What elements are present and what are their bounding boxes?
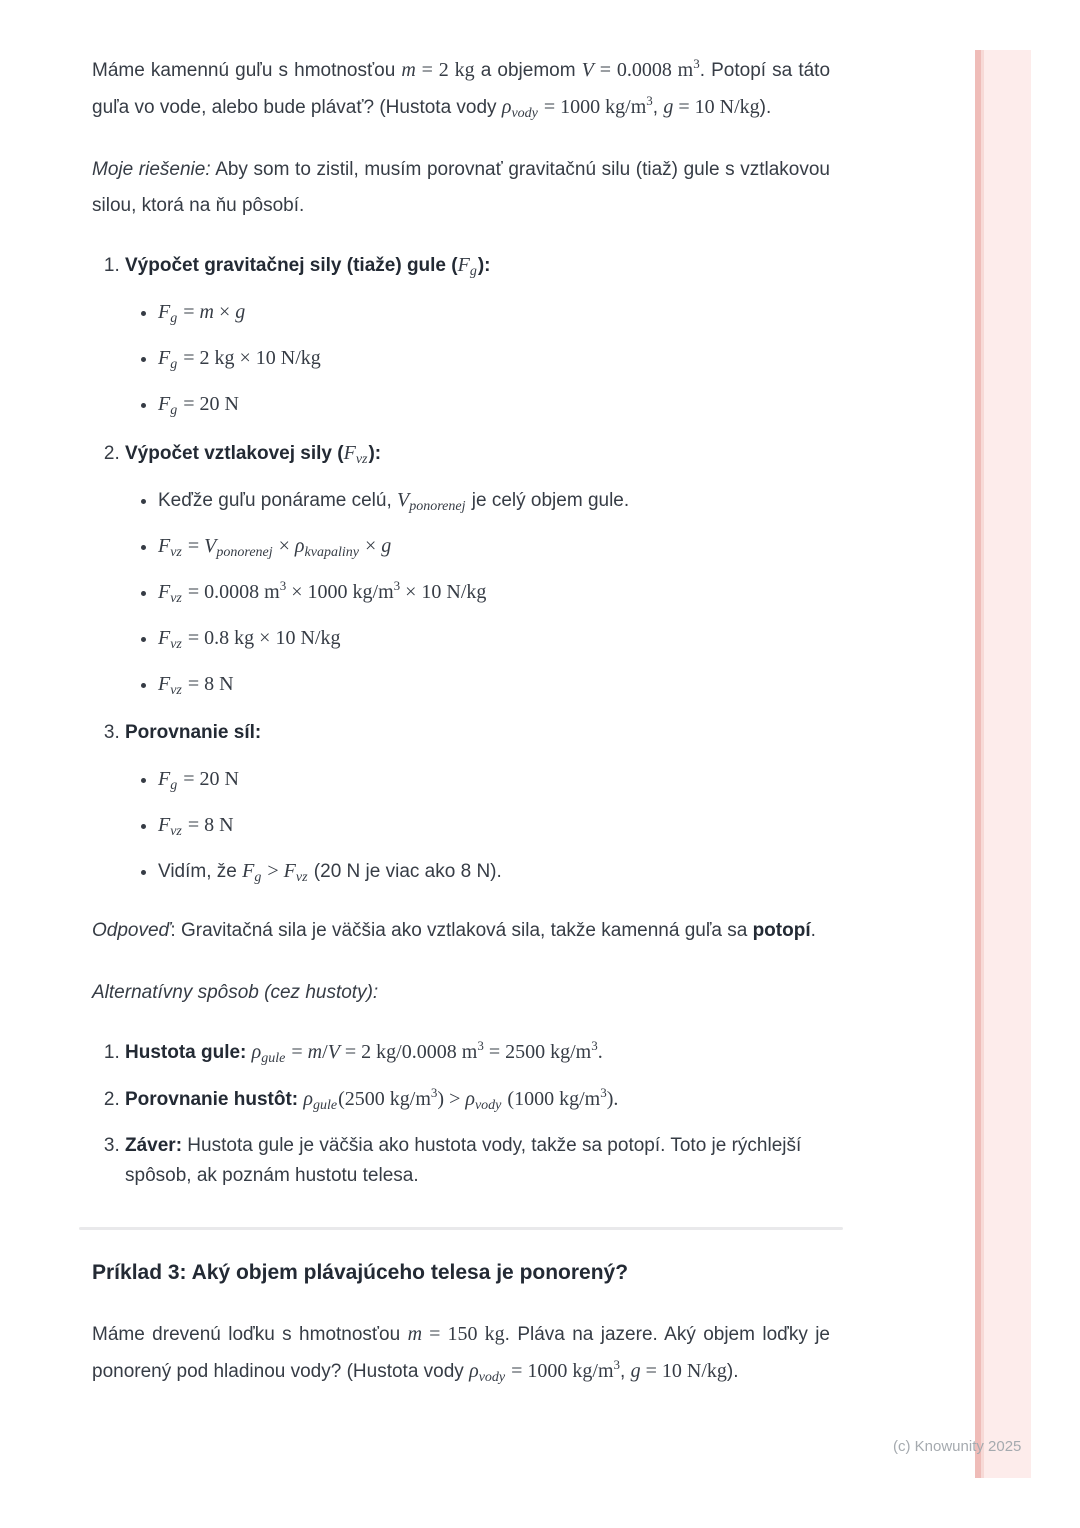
formula-line: • $F_{vz} = V_{ponorenej} \times \rho_{kvapaliny} \times g$ xyxy=(158,531,830,562)
answer-paragraph: Odpoveď: Gravitačná sila je väčšia ako vztlaková sila, takže kamenná guľa sa potopí. xyxy=(92,920,816,941)
step-force-comparison xyxy=(125,718,830,887)
formula-line: • $F_g = m \times g$ xyxy=(158,297,830,328)
pink-accent-bar xyxy=(975,50,1031,1478)
example3-heading: Príklad 3: Aký objem plávajúceho telesa je ponorený? xyxy=(92,1261,629,1284)
formula-line: • $F_g = 2$ kg × 10 N/kg xyxy=(158,343,830,374)
step-title: 1. Výpočet gravitačnej sily (tiaže) gule $(F_g)$: xyxy=(125,254,491,279)
step-bullets xyxy=(125,764,830,887)
my-solution-paragraph: Moje riešenie: Aby som to zistil, musím porovnať gravitačnú silu (tiaž) gule s vztlakovou silou, ktorá na ňu pôsobí. xyxy=(92,159,831,216)
formula-line: • $F_{vz} = 0.0008$ $m^3 \times 1000$ $kg/m^3 \times 10$ N/kg xyxy=(158,577,830,608)
alt-step-conclusion: 3. Záver: Hustota gule je väčšia ako hustota vody, takže sa potopí. Toto je rýchlejší spôsob, ak poznám hustotu telesa. xyxy=(125,1131,830,1191)
step-buoyant-force xyxy=(125,438,830,700)
formula-line: • $F_{vz} = 8$ N xyxy=(158,810,830,841)
step-bullets xyxy=(125,297,830,420)
alternative-steps-list xyxy=(92,1037,830,1191)
step-title: 3. Porovnanie síl: xyxy=(125,722,262,743)
alt-step-density: 1. Hustota gule: $\rho_{gule} = m/V = 2$ kg/0.0008 $m^3 = 2500$ $kg/m^3$. xyxy=(125,1037,830,1068)
step-gravity-force xyxy=(125,250,830,420)
formula-line: • $F_{vz} = 8$ N xyxy=(158,669,830,700)
formula-line: • $F_{vz} = 0.8$ kg × 10 N/kg xyxy=(158,623,830,654)
step-bullets xyxy=(125,485,830,700)
problem-statement-paragraph: Máme kamennú guľu s hmotnosťou m = 2 kg a objemom V = 0.0008 $m^3$. Potopí sa táto guľa vo vode, alebo bude plávať? (Hustota vody $\rho_{vody} = 1000$ $kg/m^3$, g = 10 N/kg). xyxy=(92,56,831,121)
formula-line: • $F_g = 20$ N xyxy=(158,389,830,420)
alternative-method-heading: Alternatívny spôsob (cez hustoty): xyxy=(92,982,379,1003)
formula-line: • Keďže guľu ponárame celú, $V_{ponorenej}$ je celý objem gule. xyxy=(158,485,830,516)
content-column xyxy=(92,0,830,1390)
alt-step-compare: 2. Porovnanie hustôt: $\rho_{gule}(2500$ $kg/m^3) > \rho_{vody}$ (1000 $kg/m^3$). xyxy=(125,1084,830,1115)
example3-problem-paragraph: Máme drevenú loďku s hmotnosťou m = 150 kg. Pláva na jazere. Aký objem loďky je ponorený pod hladinou vody? (Hustota vody $\rho_{vody} = 1000$ $kg/m^3$, g = 10 N/kg). xyxy=(92,1323,830,1385)
section-divider xyxy=(79,1227,843,1230)
solution-steps-list xyxy=(92,250,830,887)
formula-line: • $F_g = 20$ N xyxy=(158,764,830,795)
formula-line: • Vidím, že $F_g > F_{vz}$ (20 N je viac ako 8 N). xyxy=(158,856,830,887)
step-title: 2. Výpočet vztlakovej sily $(F_{vz})$: xyxy=(125,442,382,467)
watermark: (c) Knowunity 2025 xyxy=(893,1438,1022,1455)
